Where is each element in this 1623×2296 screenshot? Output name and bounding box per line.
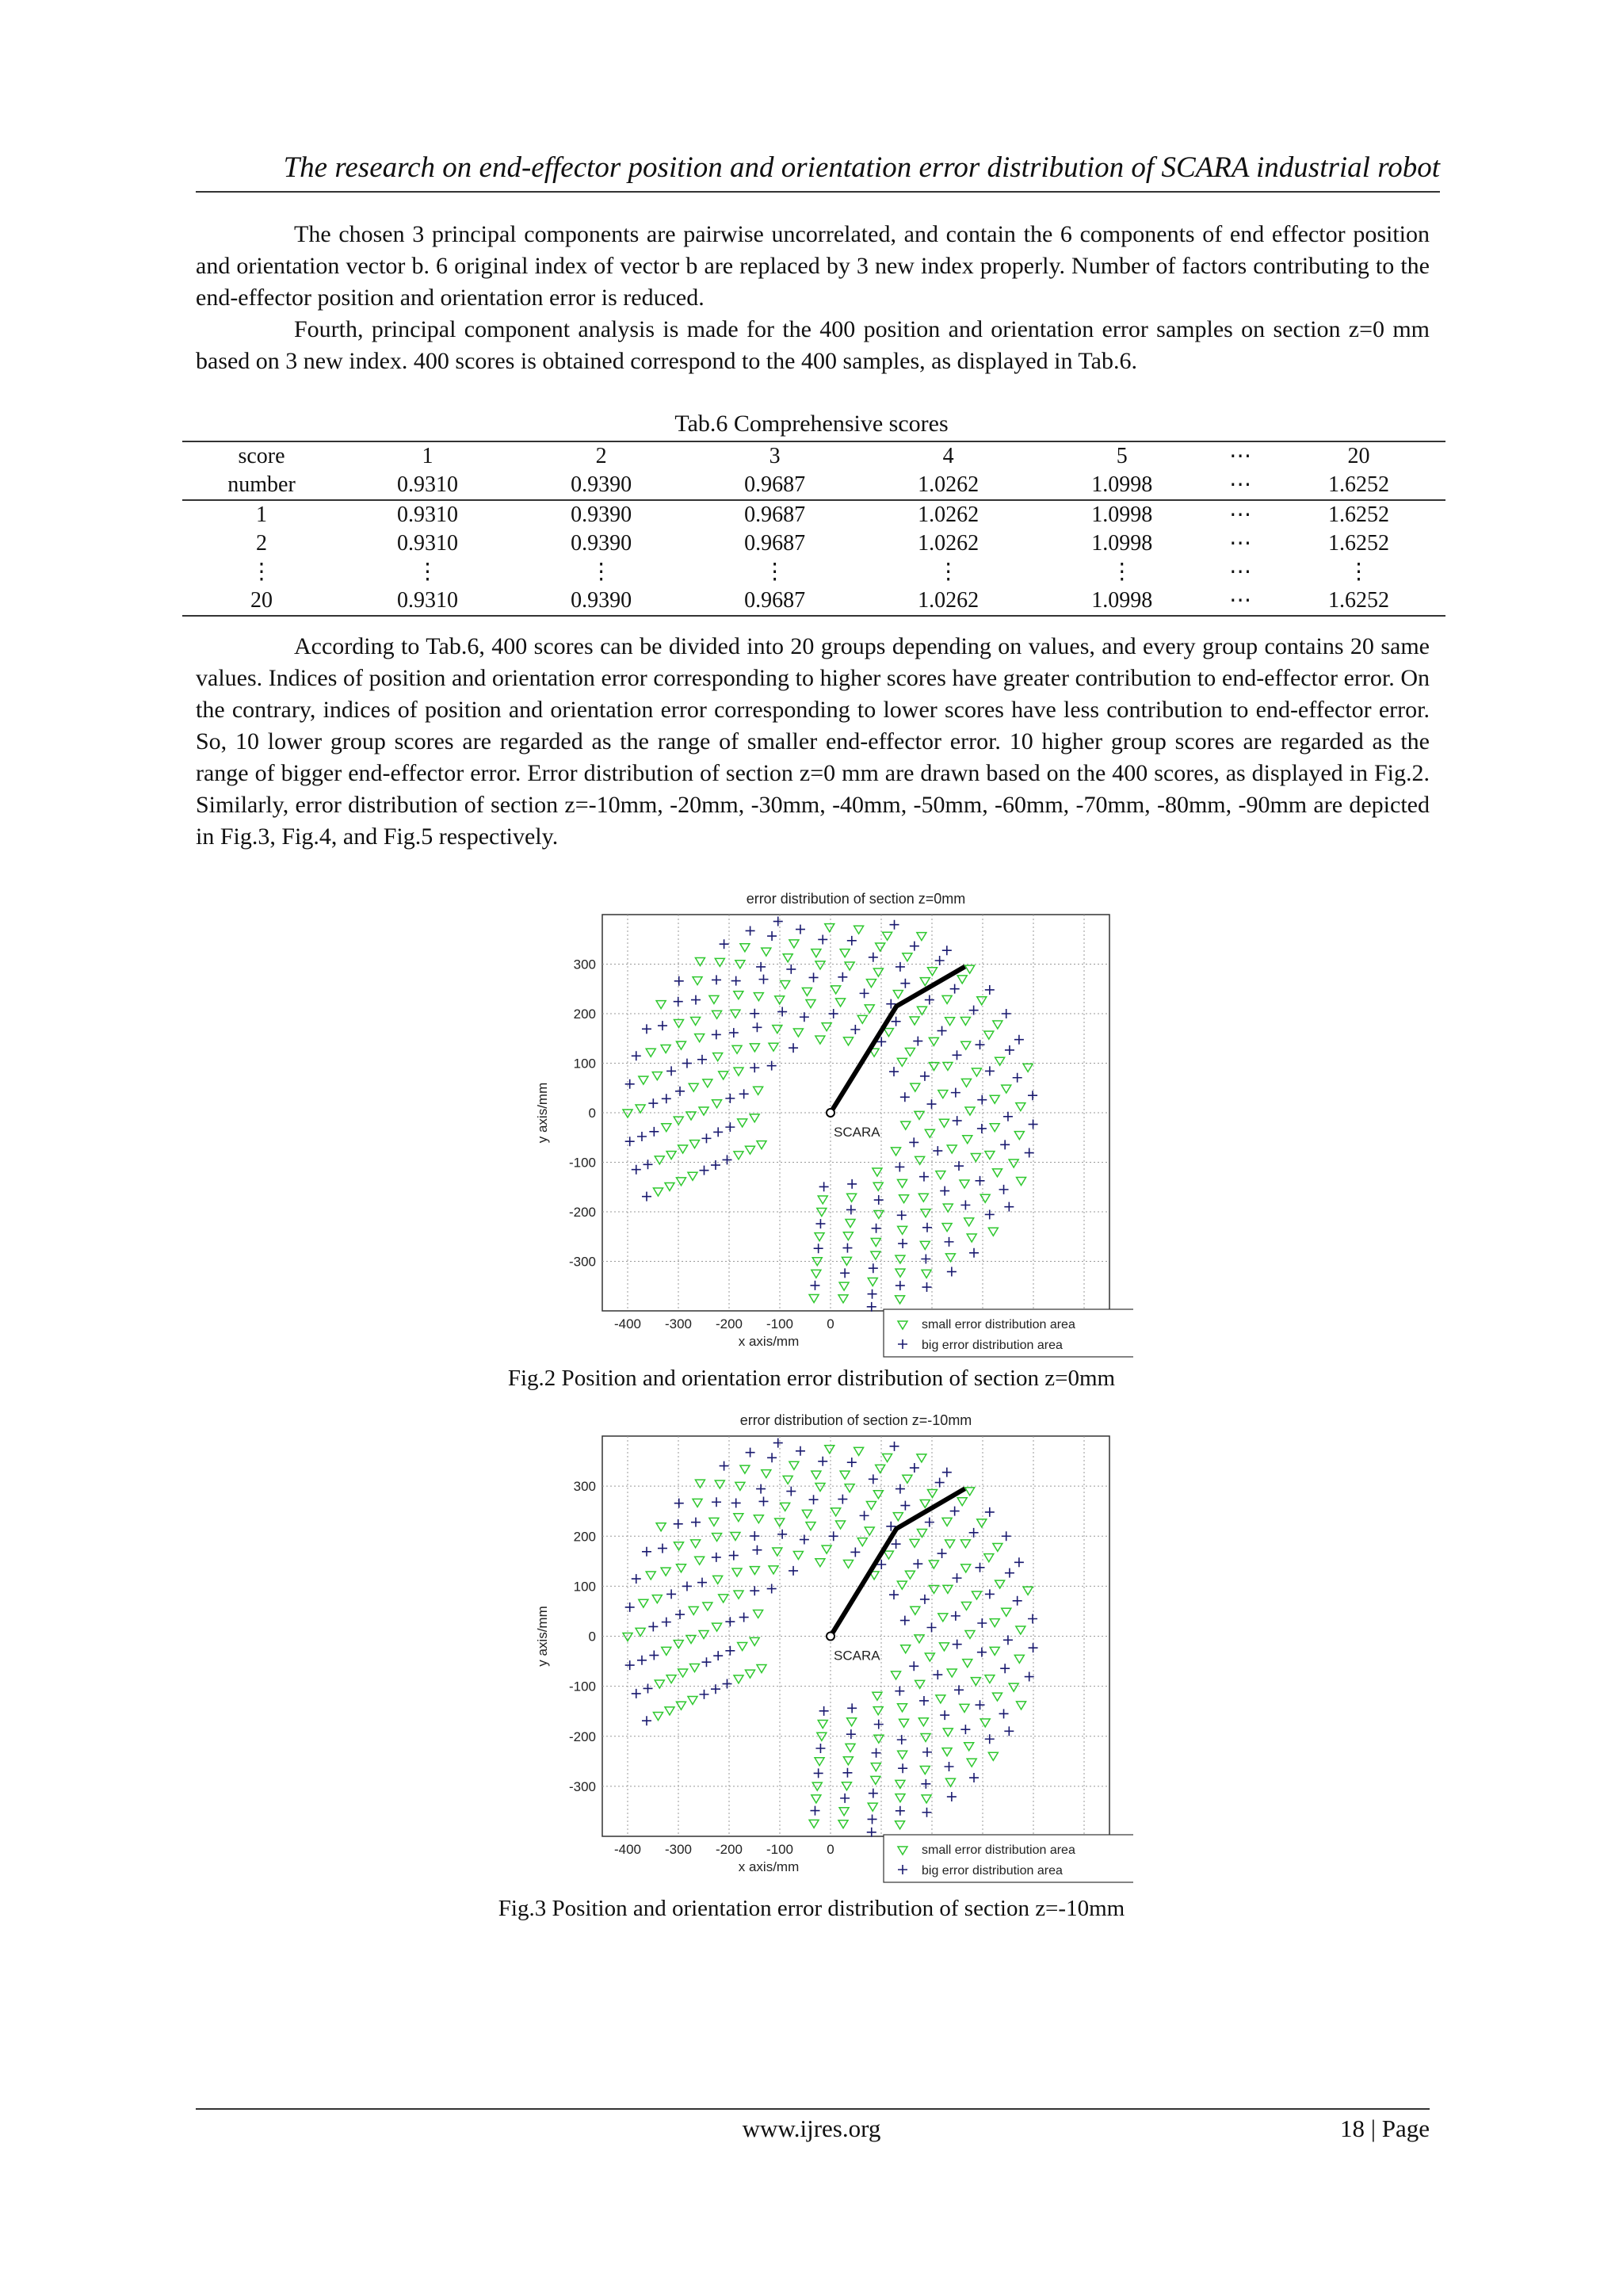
table-cell: 0.9687 [688, 500, 861, 529]
table-cell: 0.9310 [341, 500, 514, 529]
header-label: score [182, 441, 341, 471]
table-cell: 1.0262 [918, 472, 980, 497]
x-tick-label: -100 [766, 1842, 794, 1857]
table-cell: 1.0998 [1091, 472, 1153, 497]
paragraph: Fourth, principal component analysis is made for the 400 position and orientation error samples on section z=0 mm based on 3 new index. 400 scores is obtained correspond to the 400 samples, as displayed in Tab.6. [196, 316, 1430, 374]
column-header: 4 [861, 441, 1035, 471]
table-cell: ⋮ [937, 560, 960, 584]
table-cell: 1.6252 [1327, 531, 1389, 556]
y-tick-label: -100 [568, 1155, 596, 1171]
x-tick-label: -200 [715, 1842, 743, 1857]
table-cell: 0.9310 [397, 531, 459, 556]
table-cell: 0.9687 [744, 531, 806, 556]
legend-small-label: small error distribution area [922, 1318, 1075, 1331]
scara-annotation: SCARA [834, 1648, 880, 1664]
table-header-row [182, 471, 1445, 500]
x-tick-label: -300 [664, 1316, 693, 1331]
y-tick-label: -300 [568, 1778, 596, 1794]
table-cell: ⋮ [416, 560, 439, 584]
table-row [182, 500, 1445, 529]
scatter-chart [515, 1408, 1133, 1893]
table-cell: 1.6252 [1327, 472, 1389, 497]
scara-annotation: SCARA [834, 1125, 880, 1140]
y-tick-label: 0 [588, 1629, 596, 1645]
x-tick-label: -400 [613, 1316, 642, 1331]
table-row [182, 586, 1445, 616]
table-cell: 0.9310 [397, 472, 459, 497]
y-tick-label: 300 [573, 957, 596, 972]
table-cell: 1.0262 [861, 500, 1035, 529]
y-tick-label: -200 [568, 1729, 596, 1744]
table-cell: 1.6252 [1272, 586, 1445, 616]
table-cell: 0.9390 [571, 531, 632, 556]
table-cell: 0.9687 [688, 586, 861, 616]
figure-caption: Fig.3 Position and orientation error distribution of section z=-10mm [498, 1896, 1125, 1921]
table-cell: ⋯ [1209, 586, 1272, 616]
row-label: ⋮ [250, 560, 273, 584]
scatter-chart [515, 886, 1133, 1362]
paragraph: According to Tab.6, 400 scores can be divided into 20 groups depending on values, and every group contains 20 same values. Indices of position and orientation error corresponding to higher scores have greater contribution to end-effector error. On the contrary, indices of position and orientation error corresponding to lower scores have less contribution to end-effector error. So, 10 lower group scores are regarded as the range of smaller end-effector error. 10 higher group scores are regarded as the range of bigger end-effector error. Error distribution of section z=0 mm are drawn based on the 400 scores, as displayed in Fig.2. Similarly, error distribution of section z=-10mm, -20mm, -30mm, -40mm, -50mm, -60mm, -70mm, -80mm, -90mm are depicted in Fig.3, Fig.4, and Fig.5 respectively. [196, 633, 1430, 850]
table-cell: ⋮ [1110, 560, 1133, 584]
y-tick-label: -100 [568, 1679, 596, 1694]
table-caption: Tab.6 Comprehensive scores [674, 411, 949, 437]
y-tick-label: 200 [573, 1529, 596, 1545]
body-text-bottom [196, 631, 1430, 853]
table-cell: 1.0998 [1035, 500, 1209, 529]
x-tick-label: -300 [664, 1842, 693, 1857]
table-header-row [182, 441, 1445, 471]
figure-3 [515, 1408, 1133, 1897]
row-label: 1 [182, 500, 341, 529]
row-label: 2 [256, 531, 267, 556]
y-tick-label: 300 [573, 1479, 596, 1495]
table-cell: 1.6252 [1272, 500, 1445, 529]
y-axis-label: y axis/mm [535, 1606, 550, 1667]
y-tick-label: -200 [568, 1205, 596, 1220]
body-text-top [196, 219, 1430, 377]
running-head: The research on end-effector position and orientation error distribution of SCARA industrial robot [196, 151, 1440, 193]
column-header: 5 [1035, 441, 1209, 471]
table-cell: 0.9310 [341, 586, 514, 616]
footer-url: www.ijres.org [742, 2115, 881, 2142]
x-tick-label: 0 [827, 1842, 834, 1857]
table-cell: ⋮ [590, 560, 613, 584]
chart-title: error distribution of section z=-10mm [739, 1412, 972, 1428]
table-row [182, 529, 1445, 558]
table-cell: 1.0262 [861, 586, 1035, 616]
table-row [182, 558, 1445, 586]
robot-base [827, 1633, 834, 1641]
column-header: ⋯ [1209, 441, 1272, 471]
table-cell: 1.0998 [1035, 586, 1209, 616]
scores-table [182, 441, 1445, 617]
paragraph: The chosen 3 principal components are pairwise uncorrelated, and contain the 6 components of end effector position and orientation vector b. 6 original index of vector b are replaced by 3 new index properly. Number of factors contributing to the end-effector position and orientation error is reduced. [196, 221, 1430, 311]
table-cell: 0.9390 [514, 500, 688, 529]
table-cell: ⋯ [1229, 531, 1252, 556]
column-header: 20 [1272, 441, 1445, 471]
x-tick-label: -400 [613, 1842, 642, 1857]
table-cell: ⋯ [1229, 560, 1252, 584]
x-tick-label: 0 [827, 1316, 834, 1331]
table-cell: 1.0998 [1091, 531, 1153, 556]
y-tick-label: 100 [573, 1056, 596, 1072]
header-label: number [227, 472, 296, 497]
legend-big-label: big error distribution area [922, 1864, 1063, 1878]
table-cell: ⋯ [1209, 500, 1272, 529]
row-label: 20 [182, 586, 341, 616]
y-tick-label: 0 [588, 1106, 596, 1121]
x-axis-label: x axis/mm [738, 1334, 800, 1349]
page-number: 18 | Page [1340, 2115, 1430, 2142]
y-tick-label: 200 [573, 1007, 596, 1022]
y-axis-label: y axis/mm [535, 1082, 550, 1144]
y-tick-label: 100 [573, 1579, 596, 1595]
figure-caption: Fig.2 Position and orientation error distribution of section z=0mm [507, 1366, 1116, 1391]
table-cell: 0.9687 [744, 472, 806, 497]
x-axis-label: x axis/mm [738, 1859, 800, 1874]
column-header: 1 [341, 441, 514, 471]
table-cell: ⋯ [1229, 472, 1252, 497]
table-cell: 1.0262 [918, 531, 980, 556]
column-header: 3 [688, 441, 861, 471]
legend-big-label: big error distribution area [922, 1339, 1063, 1352]
y-tick-label: -300 [568, 1254, 596, 1270]
footer-rule [196, 2108, 1430, 2110]
table-cell: ⋮ [1347, 560, 1370, 584]
table-cell: 0.9390 [571, 472, 632, 497]
table-cell: 0.9390 [514, 586, 688, 616]
figure-2 [515, 886, 1133, 1366]
chart-title: error distribution of section z=0mm [746, 891, 966, 907]
column-header: 2 [514, 441, 688, 471]
x-tick-label: -100 [766, 1316, 794, 1331]
x-tick-label: -200 [715, 1316, 743, 1331]
robot-base [827, 1109, 834, 1117]
legend-small-label: small error distribution area [922, 1843, 1075, 1857]
table-cell: ⋮ [763, 560, 786, 584]
